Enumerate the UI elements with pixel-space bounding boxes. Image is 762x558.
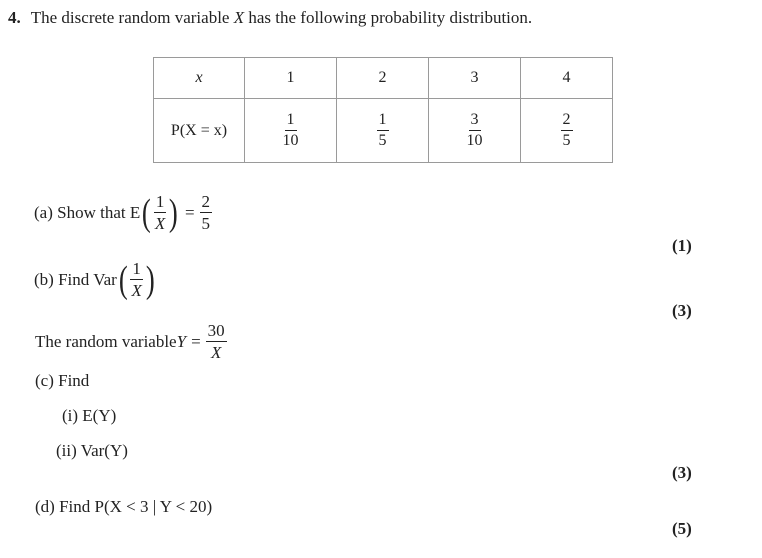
probability-fraction: $\frac{1}{10}$ [282,111,299,149]
table-cell-prob-label: P(X = x) [154,99,245,163]
question-number: 4. [8,8,21,27]
left-paren: ( [142,191,151,234]
table-cell-prob-1 [245,99,337,163]
part-a [34,193,212,232]
part-a-fraction: $\frac{1}{X}$ [154,192,166,233]
table-row-probability [154,99,613,163]
right-paren: ) [145,258,155,301]
question-intro-before: The discrete random variable [30,8,234,27]
table-cell-x-4: 4 [521,58,613,99]
distribution-table [153,57,613,163]
right-paren: ) [169,191,179,234]
part-c-text: (c) Find [35,371,90,390]
part-b-marks: (3) [672,301,692,320]
table-cell-x-2: 2 [337,58,429,99]
probability-fraction: $\frac{2}{5}$ [562,111,571,149]
definition-equals: = [191,331,201,351]
table-cell-prob-4 [521,99,613,163]
probability-fraction: $\frac{3}{10}$ [466,111,483,149]
part-d-text: (d) Find P(X < 3 | Y < 20) [35,497,213,516]
part-c-sub-i: (i) E(Y) [62,406,117,425]
part-b-fraction: $\frac{1}{X}$ [131,259,142,300]
definition-var: Y [176,331,187,351]
table-cell-x-1: 1 [245,58,337,99]
part-b-text: (b) Find Var [34,269,117,289]
question-intro-var: X [233,8,245,27]
part-b [34,260,157,299]
table-cell-prob-3 [429,99,521,163]
part-a-equals: = [184,202,195,222]
question-header [8,8,532,28]
part-d-marks: (5) [672,519,692,538]
left-paren: ( [118,258,128,301]
part-c-sub-ii: (ii) Var(Y) [56,441,128,460]
part-a-marks: (1) [672,236,692,255]
part-a-text: (a) Show that E [34,202,141,222]
definition-text: The random variable [35,331,177,351]
part-c-marks: (3) [672,463,692,482]
part-a-result-fraction: $\frac{2}{5}$ [201,192,211,233]
table-row-x [154,58,613,99]
table-cell-x-3: 3 [429,58,521,99]
question-intro-after: has the following probability distribution. [244,8,533,27]
probability-fraction: $\frac{1}{5}$ [378,111,387,149]
table-cell-x-label: x [154,58,245,99]
definition-y [35,322,227,361]
table-cell-prob-2 [337,99,429,163]
definition-fraction: $\frac{30}{X}$ [207,321,225,362]
